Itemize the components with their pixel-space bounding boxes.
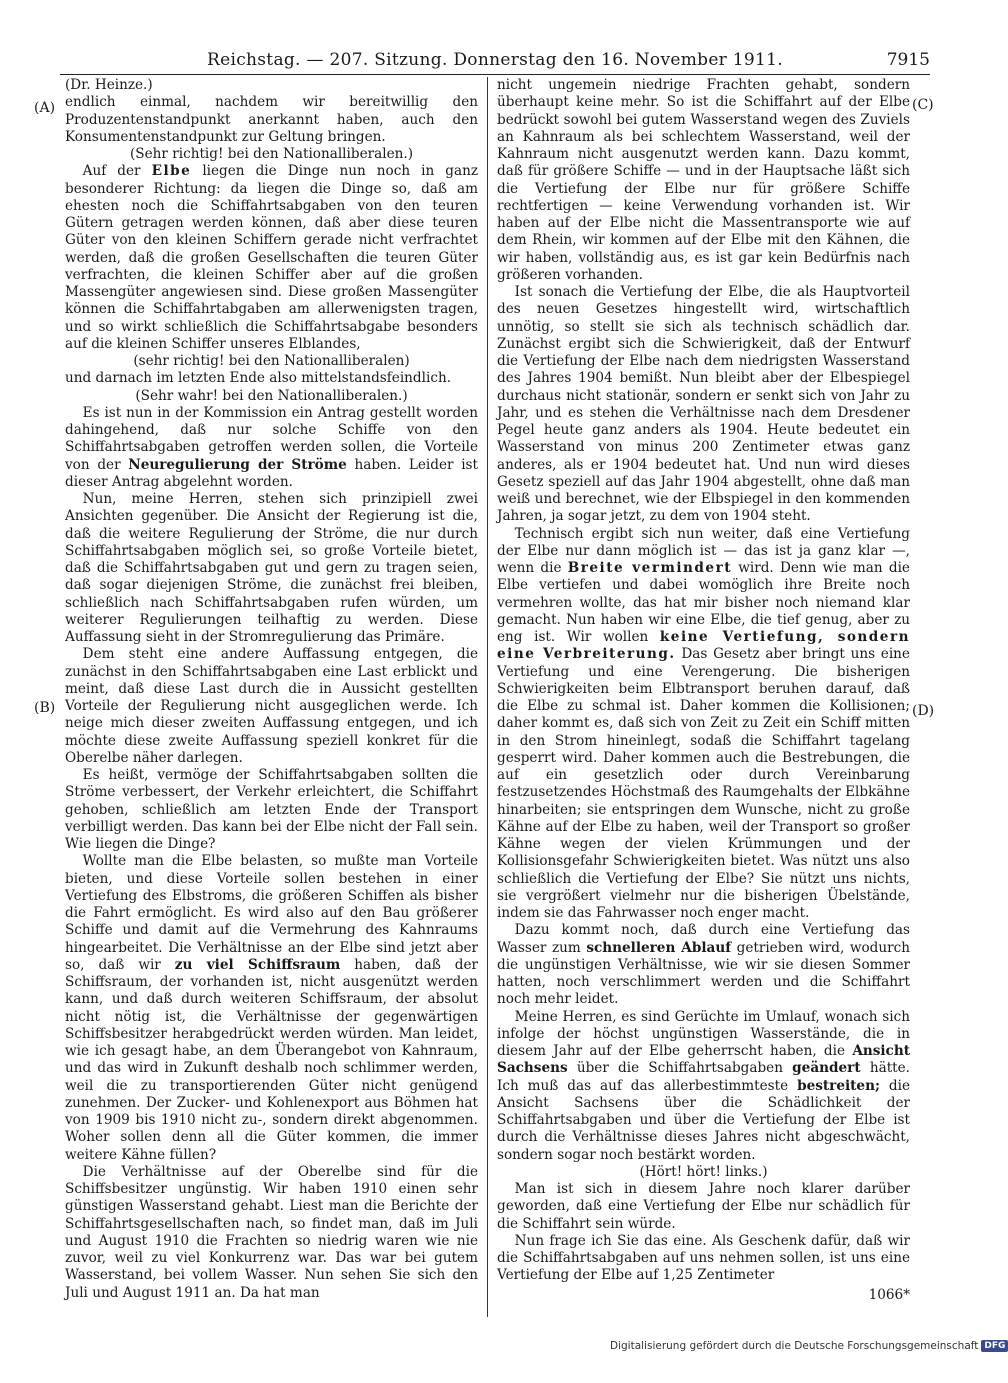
paragraph: und darnach im letzten Ende also mittelstandsfeindlich. <box>65 370 452 387</box>
footer-credit: Digitalisierung gefördert durch die Deutsche Forschungsgemeinschaft DFG <box>610 1340 1008 1352</box>
emphasis: bestreiten; <box>797 1077 880 1094</box>
dfg-logo: DFG <box>981 1340 1008 1352</box>
interjection: (Sehr wahr! bei den Nationalliberalen.) <box>135 387 408 404</box>
margin-mark-a: (A) <box>34 100 56 116</box>
paragraph: Die Verhältnisse auf der Oberelbe sind für die Schiffsbesitzer ungünstig. Wir haben 1910 einen sehr günstigen Wasserstand gehabt. Liest man die Berichte der Schiffahrtsgesellschaften nach, so findet man, daß im Juli und August 1910 die Frachten so niedrig waren wie nie zuvor, weil zu viel Konkurrenz war. Das war bei gutem Wasserstand, bei vollem Wasser. Nun sehen Sie sich den Juli und August 1911 an. Da hat man <box>65 1163 478 1301</box>
interjection: (Hört! hört! links.) <box>639 1163 768 1180</box>
running-title: Reichstag. — 207. Sitzung. Donnerstag den 16. November 1911. <box>207 50 783 70</box>
header-rule <box>60 74 930 75</box>
column-divider <box>487 77 488 1317</box>
page-header <box>60 50 930 74</box>
paragraph: endlich einmal, nachdem wir bereitwillig den Produzentenstandpunkt anerkannt haben, auch den Konsumentenstandpunkt zur Geltung bringen. <box>65 94 478 145</box>
page-number: 7915 <box>886 50 930 70</box>
paragraph: Wollte man die Elbe belasten, so mußte man Vorteile bieten, und diese Vorteile sollen bestehen in einer Vertiefung des Elbstroms, die größeren Schiffen als bisher die Fahrt ermöglicht. Es wird also auf den Bau größerer Schiffe und damit auf die Vermehrung des Kahnraums hingearbeitet. Die Verhältnisse an der Elbe sind jetzt aber so, daß wir zu viel Schiffsraum haben, daß der Schiffsraum, der vorhanden ist, nicht ausgenützt werden kann, und daß durch weiteren Schiffsraum, der absolut nicht nötig ist, die Verhältnisse der gegenwärtigen Schiffsbesitzer herabgedrückt werden würden. Man leidet, wie ich gesagt habe, an dem Überangebot von Kahnraum, und das wird in Zukunft deshalb noch schlimmer werden, weil die zu transportierenden Güter nicht genügend zunehmen. Der Zucker- und Kohlenexport aus Böhmen hat von 1909 bis 1910 nicht zu-, sondern direkt abgenommen. Woher sollen denn all die Güter kommen, die immer weitere Kähne füllen? <box>65 853 478 1163</box>
paragraph: Dazu kommt noch, daß durch eine Vertiefung das Wasser zum schnelleren Ablauf getrieben wird, wodurch die ungünstigen Verhältnisse, wie wir sie diesen Sommer hatten, noch verschlimmert werden und die Schiffahrt noch mehr leidet. <box>497 922 910 1008</box>
emphasis: keine Vertiefung, sondern eine Verbreiterung. <box>497 629 910 663</box>
speaker-name: (Dr. Heinze.) <box>65 77 153 93</box>
paragraph: Auf der Elbe liegen die Dinge nun noch in ganz besonderer Richtung: da liegen die Dinge so, daß am ehesten noch die Schiffahrtsabgaben von den teuren Gütern getragen werden können, daß aber diese teuren Güter von den kleinen Schiffern gerade nicht verfrachtet werden, daß die großen Gesellschaften die teuren Güter verfrachten, die kleinen Schiffer aber auf die großen Massengüter angewiesen sind. Diese großen Massengüter können die Schiffahrtabgaben am allerwenigsten tragen, und so wirkt schließlich die Schiffahrtsabgabe besonders auf die kleinen Schiffer unseres Elblandes, <box>65 163 478 352</box>
paragraph: nicht ungemein niedrige Frachten gehabt, sondern überhaupt keine mehr. So ist die Schiffahrt auf der Elbe bedrückt sowohl bei gutem Wasserstand wegen des Zuviels an Kahnraum als bei schlechtem Wasserstand, weil der Kahnraum nicht ausgenutzt werden kann. Dazu kommt, daß für größere Schiffe — und in der Hauptsache läßt sich die Vertiefung der Elbe nur für größere Schiffe rechtfertigen — keine Verwendung vorhanden ist. Wir haben auf der Elbe nicht die Massentransporte wie auf dem Rhein, wir kommen auf der Elbe mit den Kähnen, die wir haben, vollständig aus, es ist gar kein Bedürfnis nach größeren vorhanden. <box>497 77 910 283</box>
emphasis: schnelleren Ablauf <box>586 939 732 956</box>
right-column <box>497 77 910 1304</box>
emphasis: Ansicht Sachsens <box>497 1043 910 1077</box>
interjection: (sehr richtig! bei den Nationalliberalen) <box>133 353 410 369</box>
interjection: (Sehr richtig! bei den Nationalliberalen.) <box>130 146 413 162</box>
paragraph: Es heißt, vermöge der Schiffahrtsabgaben sollten die Ströme verbessert, der Verkehr erleichtert, die Schiffahrt gehoben, schließlich am letzten Ende der Transport verbilligt werden. Das kann bei der Elbe nicht der Fall sein. Wie liegen die Dinge? <box>65 767 478 852</box>
emphasis: Breite vermindert <box>567 560 733 576</box>
left-column <box>65 77 478 1302</box>
emphasis: Elbe <box>151 163 192 180</box>
paragraph: Meine Herren, es sind Gerüchte im Umlauf, wonach sich infolge der höchst ungünstigen Wasserstände, die in diesem Jahr auf der Elbe geherrscht haben, die Ansicht Sachsens über die Schiffahrtsabgaben geändert hätte. Ich muß das auf das allerbestimmteste bestreiten; die Ansicht Sachsens über die Schädlichkeit der Schiffahrtsabgaben und über die Vertiefung der Elbe ist durch die Verhältnisse dieses Jahres nicht abgeschwächt, sondern sogar noch bestärkt worden. <box>497 1008 910 1163</box>
margin-mark-c: (C) <box>912 97 934 113</box>
emphasis: zu viel Schiffsraum <box>174 956 341 973</box>
emphasis: Neuregulierung der Ströme <box>128 456 347 473</box>
paragraph: Technisch ergibt sich nun weiter, daß eine Vertiefung der Elbe nur dann möglich ist — das ist ja ganz klar —, wenn die Breite vermindert wird. Denn wie man die Elbe vertiefen und dabei womöglich ihre Breite noch vermehren wollte, das hat mir bisher noch niemand klar gemacht. Nun haben wir eine Elbe, die tief genug, aber zu eng ist. Wir wollen keine Vertiefung, sondern eine Verbreiterung. Das Gesetz aber bringt uns eine Vertiefung und eine Verengerung. Die bisherigen Schwierigkeiten beim Elbtransport beruhen darauf, daß die Elbe zu schmal ist. Daher kommen die Kollisionen; daher kommt es, daß sich von Zeit zu Zeit ein Schiff mitten in den Strom hineinlegt, sodaß die Schiffahrt tagelang gesperrt wird. Daher kommen auch die Bestrebungen, die auf ein gesetzlich oder durch Vereinbarung festzusetzendes Höchstmaß des Raumgehalts der Elbkähne hinarbeiten; sie entspringen dem Wunsche, nicht zu große Kähne auf der Elbe zu haben, weil der Transport so großer Kähne wegen der vielen Krümmungen und der Kollisionsgefahr Schwierigkeiten bietet. Was nützt uns also schließlich die Vertiefung der Elbe? Sie nützt uns nichts, sie vergrößert vielmehr nur die bisherigen Übelstände, indem sie das Fahrwasser noch enger macht. <box>497 525 910 921</box>
signature-mark: 1066* <box>868 1286 910 1303</box>
paragraph: Dem steht eine andere Auffassung entgegen, die zunächst in den Schiffahrtsabgaben eine Last erblickt und meint, daß diese Last durch die in Aussicht gestellten Vorteile der Regulierung nicht ausgeglichen werde. Ich neige mich dieser zweiten Auffassung entgegen, und ich möchte diese zweite Auffassung speziell konkret für die Oberelbe näher darlegen. <box>65 646 478 766</box>
paragraph: Nun frage ich Sie das eine. Als Geschenk dafür, daß wir die Schiffahrtsabgaben auf uns nehmen sollen, ist uns eine Vertiefung der Elbe auf 1,25 Zentimeter <box>497 1232 910 1284</box>
margin-mark-b: (B) <box>34 700 56 716</box>
paragraph: Es ist nun in der Kommission ein Antrag gestellt worden dahingehend, daß nur solche Schiffe von den Schiffahrtsabgaben getroffen werden sollen, die Vorteile von der Neuregulierung der Ströme haben. Leider ist dieser Antrag abgelehnt worden. <box>65 404 478 490</box>
paragraph: Ist sonach die Vertiefung der Elbe, die als Hauptvorteil des neuen Gesetzes hingestellt wird, wirtschaftlich unnötig, so stellt sie sich als technisch schädlich dar. Zunächst ergibt sich die Schwierigkeit, daß der Entwurf die Vertiefung der Elbe nach dem niedrigsten Wasserstand des Jahres 1904 bemißt. Nun bleibt aber der Elbespiegel durchaus nicht stationär, sondern er senkt sich von Jahr zu Jahr, und es stehen die Verhältnisse nach dem Dresdener Pegel heute ganz anders als 1904. Heute bedeutet ein Wasserstand von minus 200 Zentimeter etwas ganz anderes, als er 1904 bedeutet hat. Und nun wird dieses Gesetz speziell auf das Jahr 1904 abgestellt, ohne daß man weiß und berechnet, wie der Elbspiegel in den kommenden Jahren, ja sogar jetzt, zu dem von 1904 steht. <box>497 284 910 525</box>
emphasis: geändert <box>792 1060 861 1077</box>
paragraph: Man ist sich in diesem Jahre noch klarer darüber geworden, daß eine Vertiefung der Elbe nur schädlich für die Schiffahrt sein würde. <box>497 1181 910 1232</box>
margin-mark-d: (D) <box>912 703 935 719</box>
paragraph: Nun, meine Herren, stehen sich prinzipiell zwei Ansichten gegenüber. Die Ansicht der Regierung ist die, daß die weitere Regulierung der Ströme, die nur durch Schiffahrtsabgaben möglich sei, so große Vorteile bietet, daß die Schiffahrtsabgaben gut und gern zu tragen seien, daß sogar diejenigen Ströme, die zunächst frei bleiben, schließlich nach Schiffahrtsabgaben rufen würden, um weiterer Regulierungen teilhaftig zu werden. Diese Auffassung sieht in der Stromregulierung das Primäre. <box>65 491 478 645</box>
